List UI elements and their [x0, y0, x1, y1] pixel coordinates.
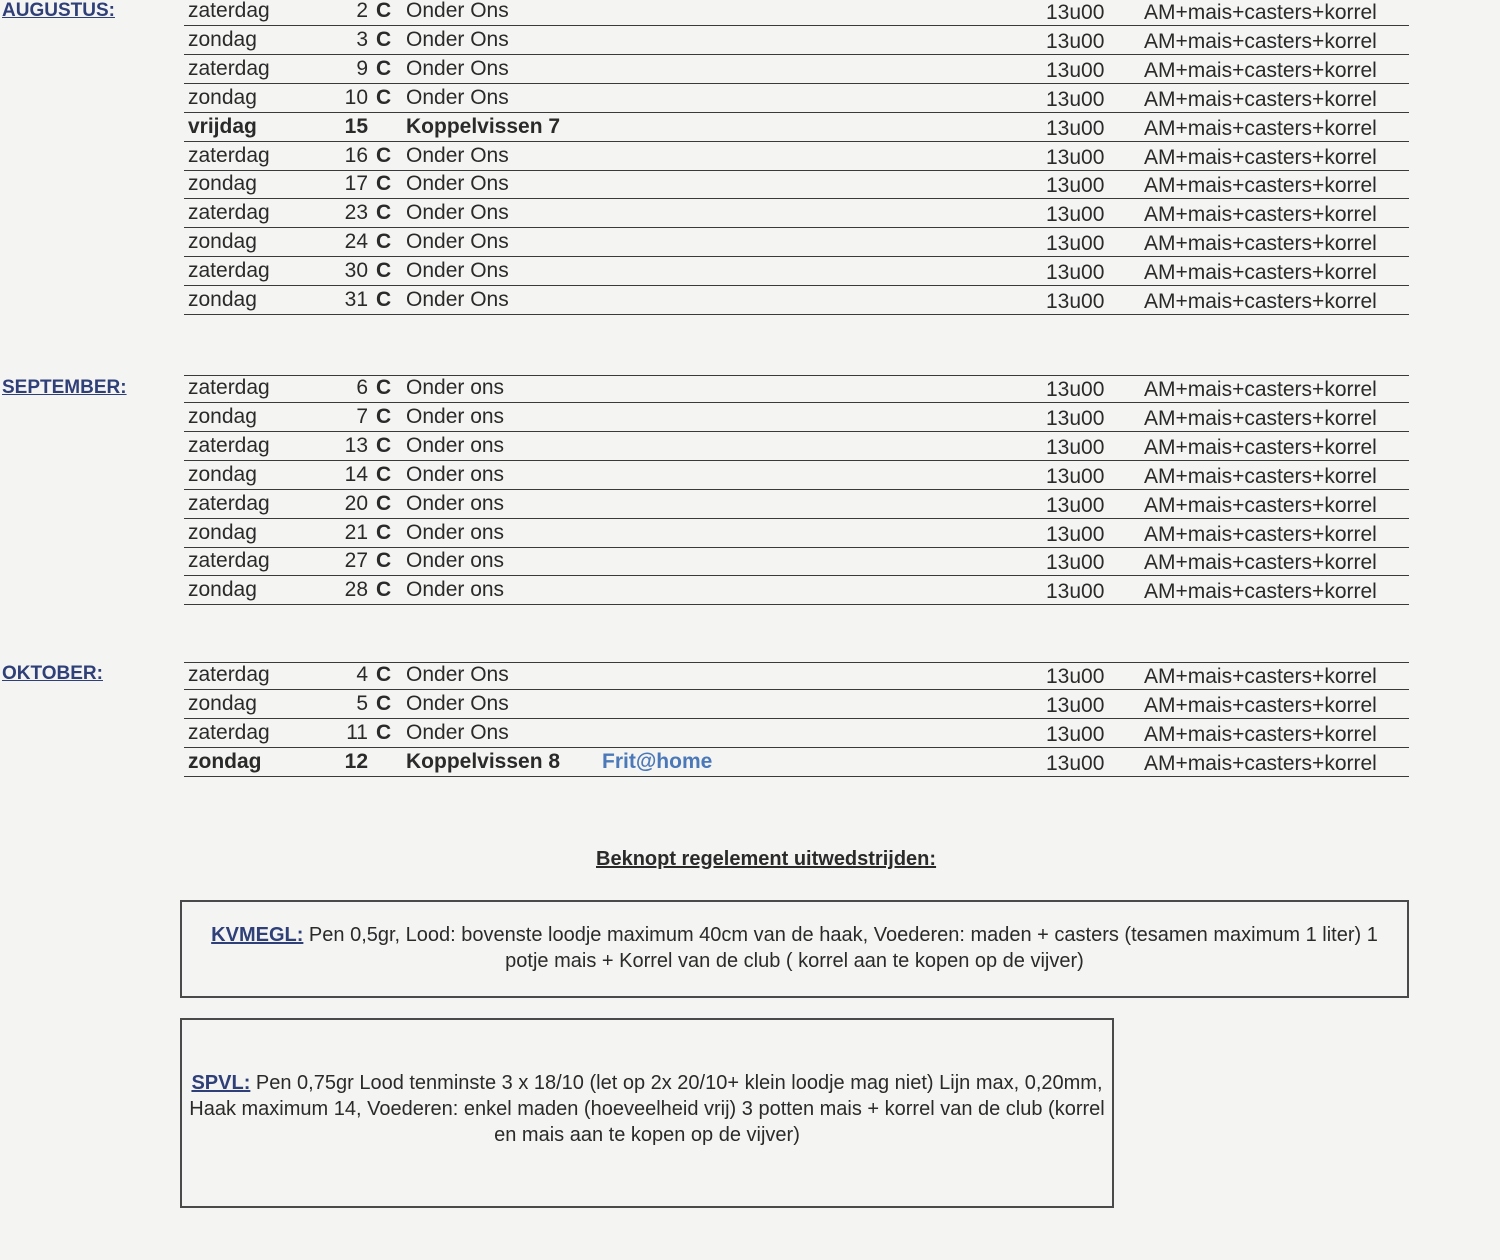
date-cell: 13 [344, 433, 368, 457]
kvmegl-rules-box [180, 900, 1409, 998]
table-row [184, 200, 1409, 228]
table-row [184, 229, 1409, 257]
bait-cell: AM+mais+casters+korrel [1144, 493, 1377, 517]
date-cell: 10 [344, 85, 368, 109]
spvl-rules-text: Pen 0,75gr Lood tenminste 3 x 18/10 (let op 2x 20/10+ klein loodje mag niet) Lijn max, 0,20mm, Haak maximum 14, Voederen: enkel maden (hoeveelheid vrij) 3 potten mais + korrel van de club (korrel en mais aan te kopen op de vijver) [189, 1072, 1105, 1146]
time-cell: 13u00 [1046, 261, 1105, 285]
bait-cell: AM+mais+casters+korrel [1144, 290, 1377, 313]
location-cell: Koppelvissen 8 [406, 749, 561, 773]
bait-cell: AM+mais+casters+korrel [1144, 261, 1377, 285]
bait-cell: AM+mais+casters+korrel [1144, 751, 1377, 775]
category-cell: C [376, 27, 392, 51]
time-cell: 13u00 [1046, 722, 1105, 746]
location-cell: Onder ons [406, 491, 505, 515]
bait-cell: AM+mais+casters+korrel [1144, 693, 1377, 717]
day-cell: zaterdag [188, 433, 270, 457]
bait-cell: AM+mais+casters+korrel [1144, 87, 1377, 111]
day-cell: zaterdag [188, 143, 270, 167]
location-cell: Onder ons [406, 578, 505, 602]
category-cell: C [376, 56, 392, 80]
time-cell: 13u00 [1046, 751, 1105, 775]
table-row [184, 143, 1409, 171]
location-cell: Onder ons [406, 376, 505, 399]
date-cell: 7 [356, 404, 368, 428]
time-cell: 13u00 [1046, 29, 1105, 53]
date-cell: 30 [344, 259, 368, 283]
table-row [184, 577, 1409, 605]
bait-cell: AM+mais+casters+korrel [1144, 580, 1377, 604]
time-cell: 13u00 [1046, 464, 1105, 488]
bait-cell: AM+mais+casters+korrel [1144, 116, 1377, 140]
kvmegl-rules-text: Pen 0,5gr, Lood: bovenste loodje maximum 40cm van de haak, Voederen: maden + casters (tesamen maximum 1 liter) 1 potje mais + Korrel van de club ( korrel aan te kopen op de vijver) [303, 924, 1378, 972]
table-row [184, 375, 1409, 403]
day-cell: zondag [188, 230, 257, 254]
day-cell: zondag [188, 578, 257, 602]
day-cell: zaterdag [188, 259, 270, 283]
date-cell: 9 [356, 56, 368, 80]
table-row [184, 287, 1409, 315]
date-cell: 28 [344, 578, 368, 602]
location-cell: Onder Ons [406, 143, 509, 167]
table-row [184, 691, 1409, 719]
location-cell: Onder Ons [406, 663, 509, 686]
month-label-oktober: OKTOBER: [2, 663, 103, 684]
time-cell: 13u00 [1046, 693, 1105, 717]
regulations-title: Beknopt regelement uitwedstrijden: [596, 848, 937, 870]
category-cell: C [376, 404, 392, 428]
category-cell: C [376, 691, 392, 715]
time-cell: 13u00 [1046, 87, 1105, 111]
table-row [184, 27, 1409, 55]
location-cell: Onder Ons [406, 201, 509, 225]
bait-cell: AM+mais+casters+korrel [1144, 232, 1377, 256]
category-cell: C [376, 578, 392, 602]
time-cell: 13u00 [1046, 1, 1105, 24]
time-cell: 13u00 [1046, 493, 1105, 517]
category-cell: C [376, 201, 392, 225]
location-cell: Koppelvissen 7 [406, 114, 561, 138]
location-cell: Onder Ons [406, 230, 509, 254]
day-cell: zondag [188, 172, 257, 196]
category-cell: C [376, 259, 392, 283]
date-cell: 21 [344, 520, 368, 544]
day-cell: zaterdag [188, 663, 270, 686]
category-cell: C [376, 549, 392, 573]
date-cell: 14 [344, 462, 368, 486]
bait-cell: AM+mais+casters+korrel [1144, 29, 1377, 53]
day-cell: zondag [188, 27, 257, 51]
day-cell: zaterdag [188, 549, 270, 573]
table-row [184, 404, 1409, 432]
location-cell: Onder Ons [406, 0, 509, 22]
date-cell: 31 [344, 288, 368, 311]
location-cell: Onder Ons [406, 85, 509, 109]
time-cell: 13u00 [1046, 665, 1105, 688]
time-cell: 13u00 [1046, 116, 1105, 140]
day-cell: vrijdag [188, 114, 257, 138]
table-row [184, 114, 1409, 142]
bait-cell: AM+mais+casters+korrel [1144, 551, 1377, 575]
category-cell: C [376, 433, 392, 457]
table-row [184, 520, 1409, 548]
location-cell: Onder ons [406, 404, 505, 428]
location-cell: Onder ons [406, 433, 505, 457]
time-cell: 13u00 [1046, 232, 1105, 256]
day-cell: zaterdag [188, 201, 270, 225]
bait-cell: AM+mais+casters+korrel [1144, 203, 1377, 227]
location-cell: Onder Ons [406, 288, 509, 311]
day-cell: zaterdag [188, 0, 270, 22]
table-row [184, 462, 1409, 490]
day-cell: zaterdag [188, 491, 270, 515]
day-cell: zaterdag [188, 376, 270, 399]
date-cell: 5 [356, 691, 368, 715]
category-cell: C [376, 0, 392, 22]
table-row [184, 662, 1409, 690]
category-cell: C [376, 172, 392, 196]
date-cell: 6 [356, 376, 368, 399]
bait-cell: AM+mais+casters+korrel [1144, 435, 1377, 459]
day-cell: zondag [188, 462, 257, 486]
bait-cell: AM+mais+casters+korrel [1144, 522, 1377, 546]
category-cell: C [376, 663, 392, 686]
bait-cell: AM+mais+casters+korrel [1144, 722, 1377, 746]
month-label-september: SEPTEMBER: [2, 377, 127, 398]
date-cell: 27 [344, 549, 368, 573]
category-cell: C [376, 462, 392, 486]
location-cell: Onder ons [406, 520, 505, 544]
date-cell: 3 [356, 27, 368, 51]
date-cell: 16 [344, 143, 368, 167]
time-cell: 13u00 [1046, 551, 1105, 575]
day-cell: zaterdag [188, 56, 270, 80]
location-cell: Onder ons [406, 549, 505, 573]
day-cell: zondag [188, 691, 257, 715]
day-cell: zondag [188, 85, 257, 109]
location-cell: Onder Ons [406, 691, 509, 715]
time-cell: 13u00 [1046, 378, 1105, 401]
date-cell: 4 [356, 663, 368, 686]
day-cell: zondag [188, 749, 262, 773]
bait-cell: AM+mais+casters+korrel [1144, 464, 1377, 488]
date-cell: 23 [344, 201, 368, 225]
bait-cell: AM+mais+casters+korrel [1144, 145, 1377, 169]
day-cell: zondag [188, 404, 257, 428]
category-cell: C [376, 491, 392, 515]
spvl-rules-key: SPVL: [191, 1072, 251, 1094]
table-row [184, 548, 1409, 576]
date-cell: 12 [344, 749, 368, 773]
table-row [184, 56, 1409, 84]
time-cell: 13u00 [1046, 522, 1105, 546]
location-cell: Onder Ons [406, 720, 509, 744]
category-cell: C [376, 230, 392, 254]
table-row [184, 491, 1409, 519]
location-cell: Onder Ons [406, 27, 509, 51]
bait-cell: AM+mais+casters+korrel [1144, 58, 1377, 82]
extra-cell: Frit@home [602, 749, 713, 773]
time-cell: 13u00 [1046, 435, 1105, 459]
time-cell: 13u00 [1046, 58, 1105, 82]
day-cell: zondag [188, 288, 257, 311]
spvl-rules-box [180, 1018, 1114, 1208]
date-cell: 20 [344, 491, 368, 515]
time-cell: 13u00 [1046, 174, 1105, 198]
category-cell: C [376, 143, 392, 167]
bait-cell: AM+mais+casters+korrel [1144, 174, 1377, 198]
date-cell: 15 [344, 114, 368, 138]
day-cell: zaterdag [188, 720, 270, 744]
table-row [184, 749, 1409, 777]
category-cell: C [376, 720, 392, 744]
table-row [184, 433, 1409, 461]
bait-cell: AM+mais+casters+korrel [1144, 1, 1377, 24]
location-cell: Onder Ons [406, 56, 509, 80]
table-row [184, 0, 1409, 26]
time-cell: 13u00 [1046, 145, 1105, 169]
category-cell: C [376, 288, 392, 311]
time-cell: 13u00 [1046, 290, 1105, 313]
category-cell: C [376, 85, 392, 109]
month-label-augustus: AUGUSTUS: [2, 0, 115, 21]
time-cell: 13u00 [1046, 406, 1105, 430]
table-row [184, 720, 1409, 748]
time-cell: 13u00 [1046, 580, 1105, 604]
bait-cell: AM+mais+casters+korrel [1144, 406, 1377, 430]
table-row [184, 85, 1409, 113]
date-cell: 2 [356, 0, 368, 22]
time-cell: 13u00 [1046, 203, 1105, 227]
location-cell: Onder ons [406, 462, 505, 486]
kvmegl-rules-key: KVMEGL: [211, 924, 304, 946]
date-cell: 17 [344, 172, 368, 196]
table-row [184, 171, 1409, 199]
table-row [184, 258, 1409, 286]
location-cell: Onder Ons [406, 172, 509, 196]
category-cell: C [376, 376, 392, 399]
bait-cell: AM+mais+casters+korrel [1144, 378, 1377, 401]
day-cell: zondag [188, 520, 257, 544]
date-cell: 24 [344, 230, 368, 254]
date-cell: 11 [346, 720, 368, 744]
location-cell: Onder Ons [406, 259, 509, 283]
category-cell: C [376, 520, 392, 544]
bait-cell: AM+mais+casters+korrel [1144, 665, 1377, 688]
